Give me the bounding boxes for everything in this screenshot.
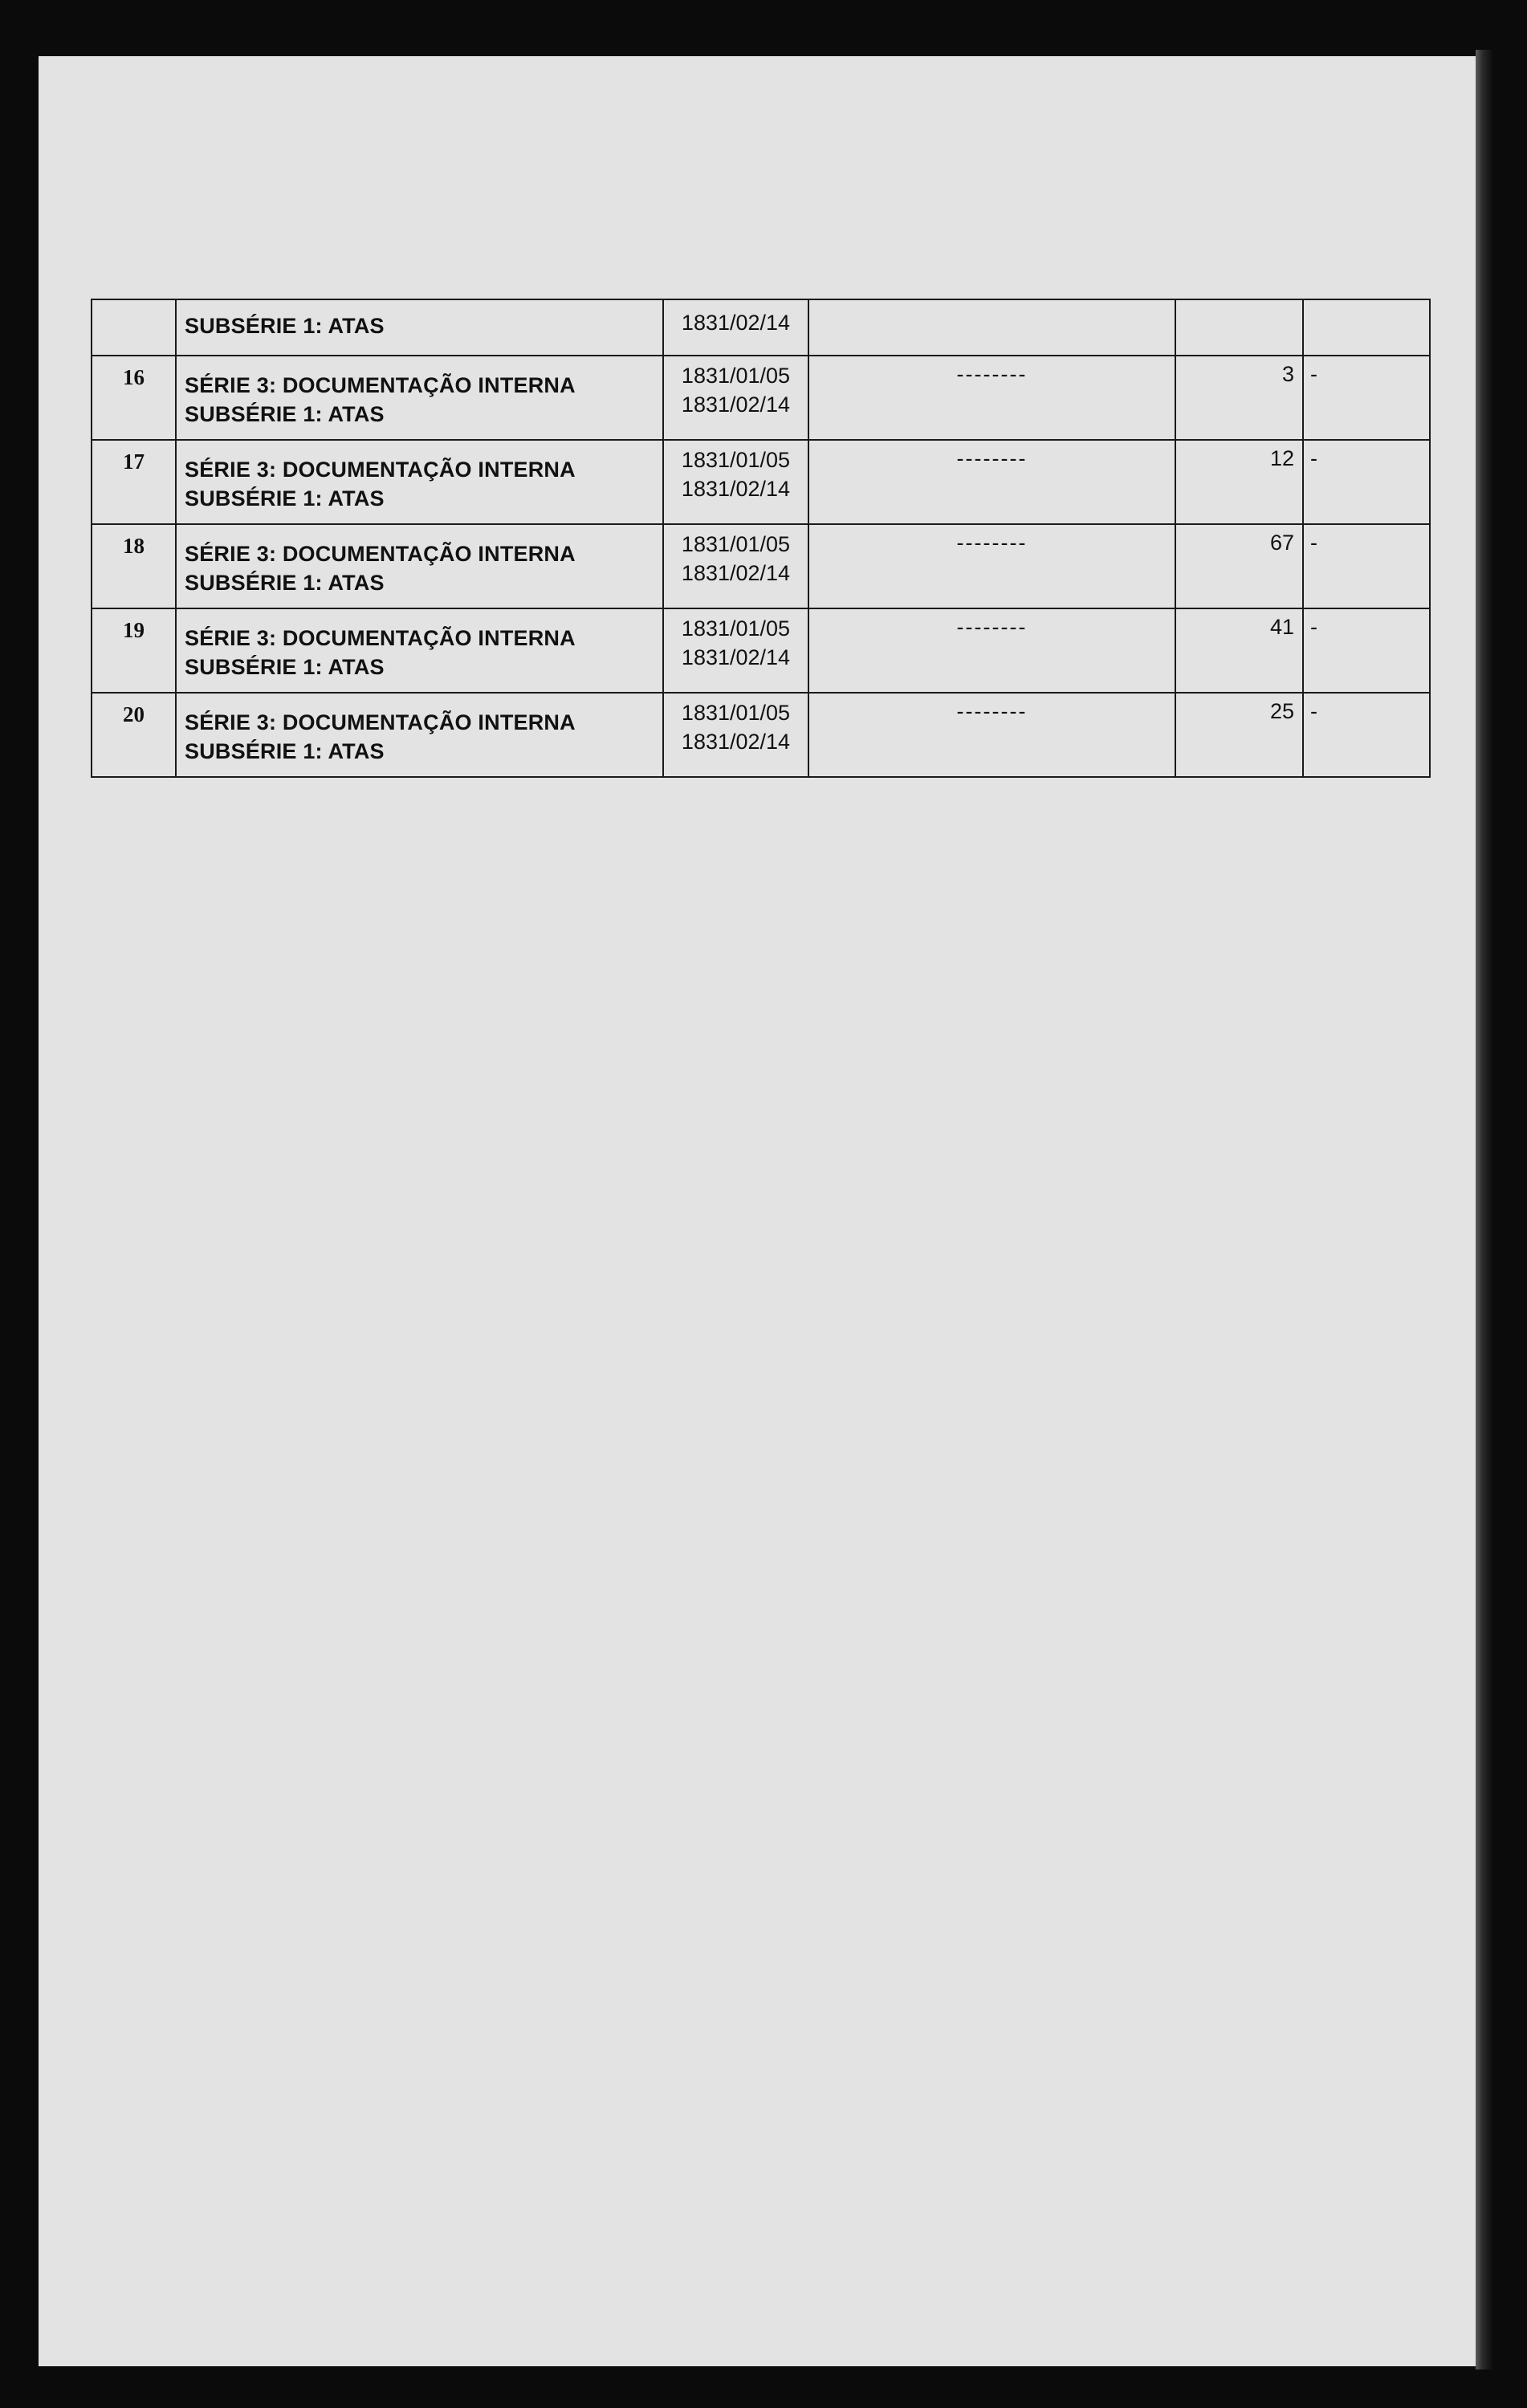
date-line: 1831/02/14: [681, 561, 791, 585]
date-line: 1831/01/05: [681, 532, 791, 556]
quantity-cell: 12: [1175, 440, 1303, 524]
dates-cell: [663, 356, 808, 440]
quantity-cell: 25: [1175, 693, 1303, 777]
table-row: [92, 693, 1430, 777]
description-line: SUBSÉRIE 1: ATAS: [185, 314, 385, 338]
date-line: 1831/01/05: [681, 364, 791, 388]
date-line: 1831/01/05: [681, 448, 791, 472]
item-number-cell: 19: [92, 608, 176, 693]
item-number-cell: 16: [92, 356, 176, 440]
item-number-cell: 18: [92, 524, 176, 608]
description-line: SUBSÉRIE 1: ATAS: [185, 486, 385, 510]
date-line: 1831/02/14: [681, 645, 791, 669]
extra-cell: -: [1303, 356, 1430, 440]
dates-cell: [663, 693, 808, 777]
dash-cell: --------: [808, 693, 1175, 777]
item-number-cell: 17: [92, 440, 176, 524]
extra-cell: -: [1303, 524, 1430, 608]
extra-cell: [1303, 299, 1430, 356]
description-line: SÉRIE 3: DOCUMENTAÇÃO INTERNA: [185, 542, 576, 566]
description-cell: [176, 524, 663, 608]
extra-cell: -: [1303, 693, 1430, 777]
description-line: SÉRIE 3: DOCUMENTAÇÃO INTERNA: [185, 458, 576, 482]
date-line: 1831/02/14: [681, 393, 791, 417]
table-row: [92, 608, 1430, 693]
date-line: 1831/02/14: [681, 477, 791, 501]
dash-cell: --------: [808, 524, 1175, 608]
description-cell: [176, 440, 663, 524]
description-cell: [176, 693, 663, 777]
dates-cell: [663, 608, 808, 693]
quantity-cell: 3: [1175, 356, 1303, 440]
date-line: 1831/02/14: [681, 730, 791, 754]
dates-cell: [663, 524, 808, 608]
extra-cell: -: [1303, 440, 1430, 524]
description-cell: [176, 356, 663, 440]
description-line: SÉRIE 3: DOCUMENTAÇÃO INTERNA: [185, 373, 576, 397]
description-line: SUBSÉRIE 1: ATAS: [185, 655, 385, 679]
table-row: [92, 524, 1430, 608]
quantity-cell: [1175, 299, 1303, 356]
description-line: SUBSÉRIE 1: ATAS: [185, 571, 385, 595]
page-edge-shadow: [1476, 50, 1493, 2369]
description-cell: [176, 608, 663, 693]
inventory-table: [91, 299, 1431, 778]
description-line: SÉRIE 3: DOCUMENTAÇÃO INTERNA: [185, 626, 576, 650]
table-row: [92, 440, 1430, 524]
description-cell: [176, 299, 663, 356]
dash-cell: --------: [808, 608, 1175, 693]
item-number-cell: 20: [92, 693, 176, 777]
extra-cell: -: [1303, 608, 1430, 693]
date-line: 1831/02/14: [681, 311, 791, 335]
inventory-table-body: [92, 299, 1430, 777]
description-line: SUBSÉRIE 1: ATAS: [185, 402, 385, 426]
dates-cell: [663, 440, 808, 524]
description-line: SUBSÉRIE 1: ATAS: [185, 739, 385, 763]
dash-cell: [808, 299, 1175, 356]
date-line: 1831/01/05: [681, 616, 791, 641]
table-row: [92, 356, 1430, 440]
quantity-cell: 41: [1175, 608, 1303, 693]
item-number-cell: [92, 299, 176, 356]
quantity-cell: 67: [1175, 524, 1303, 608]
dash-cell: --------: [808, 356, 1175, 440]
date-line: 1831/01/05: [681, 701, 791, 725]
description-line: SÉRIE 3: DOCUMENTAÇÃO INTERNA: [185, 710, 576, 734]
dates-cell: [663, 299, 808, 356]
dash-cell: --------: [808, 440, 1175, 524]
table-row-continuation: [92, 299, 1430, 356]
